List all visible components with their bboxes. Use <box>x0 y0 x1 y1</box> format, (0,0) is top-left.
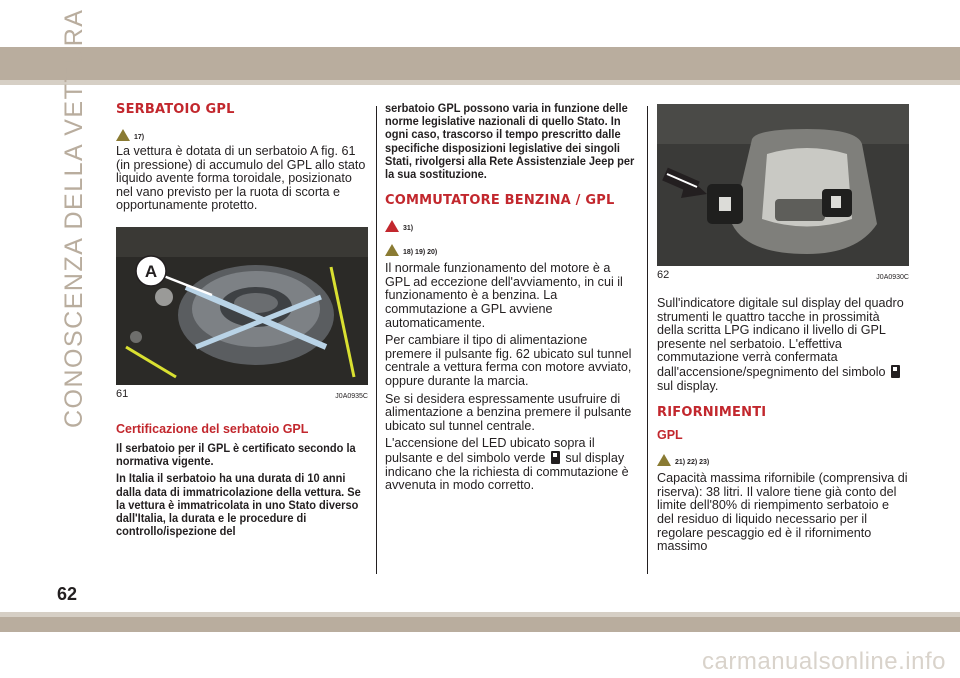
section-heading: COMMUTATORE BENZINA / GPL <box>385 193 615 209</box>
paragraph: Per cambiare il tipo di alimentazione premere il pulsante fig. 62 ubicato sul tunnel centrale a vettura ferma con motore avviato, oppure durante la marcia. <box>385 333 632 388</box>
top-band <box>0 0 960 48</box>
subheading: GPL <box>657 428 683 443</box>
paragraph: Il normale funzionamento del motore è a GPL ad eccezione dell'avviamento, in cui il funzionamento è a benzina. La commutazione a GPL avviene automaticamente. <box>385 261 623 330</box>
bold-paragraph: serbatoio GPL possono varia in funzione delle norme legislative nazionali di quello Stato. In ogni caso, trascorso il tempo prescritto dalle specifiche disposizioni legislative dei singoli Stati, rivolgersi alla Rete Assistenziale Jeep per la sua sostituzione. <box>385 101 635 182</box>
paragraph: La vettura è dotata di un serbatoio A fig. 61 (in pressione) di accumulo del GPL allo stato liquido avente forma toroidale, posizionato nel vano previsto per la ruota di scorta e opportunamente protetto. <box>116 144 366 213</box>
subheading: Certificazione del serbatoio GPL <box>116 421 309 436</box>
figure-caption <box>657 269 909 281</box>
warning-ref-text: 21) 22) 23) <box>675 459 710 467</box>
paragraph: Capacità massima rifornibile (comprensiva di riserva): 38 litri. Il valore tiene già conto del limite dell'80% di riempimento serbatoio e del residuo di liquido necessario per il regolare pescaggio ed è il rifornimento massimo <box>657 471 908 554</box>
warning-triangle-icon <box>385 220 399 232</box>
paragraph <box>657 297 909 393</box>
warning-reference <box>116 123 368 141</box>
warning-ref-text: 18) 19) 20) <box>403 249 438 257</box>
warning-ref-text: 17) <box>134 134 145 141</box>
figure-code: J0A0935C <box>335 392 368 400</box>
bold-paragraph: In Italia il serbatoio ha una durata di 10 anni dalla data di immatricolazione della vettura. Se la vettura è immatricolata in uno Stato diverso dall'Italia, la durata e le procedure di controllo/ispezione del <box>116 471 361 539</box>
lpg-pump-icon <box>891 365 900 378</box>
console-switch-photo <box>657 104 909 266</box>
bottom-band <box>0 617 960 632</box>
warning-reference <box>385 238 637 256</box>
paragraph-text: sul display. <box>657 378 719 393</box>
figure-image <box>657 104 909 266</box>
watermark: carmanualsonline.info <box>702 648 946 675</box>
column-divider <box>376 106 377 574</box>
paragraph <box>385 437 637 492</box>
figure-number: 62 <box>657 269 670 281</box>
warning-reference <box>657 448 909 466</box>
warning-triangle-icon <box>116 129 130 141</box>
figure-callout: A <box>144 261 158 281</box>
paragraph-text: sul display indicano che la richiesta di commutazione è avvenuta in modo corretto. <box>385 450 629 493</box>
figure-62 <box>657 104 909 281</box>
paragraph-text: Sull'indicatore digitale sul display del quadro strumenti le quattro tacche in prossimità della scritta LPG indicano il livello di GPL presente nel serbatoio. L'effettiva commutazione verrà confermata dall'accensione/spegnimento del simbolo <box>657 296 904 379</box>
figure-code: J0A0930C <box>876 274 909 281</box>
bold-paragraph: Il serbatoio per il GPL è certificato secondo la normativa vigente. <box>116 440 356 469</box>
top-band-bar <box>0 47 960 80</box>
column-2 <box>385 102 637 493</box>
warning-triangle-icon <box>657 454 671 466</box>
column-3 <box>657 102 909 554</box>
section-heading: SERBATOIO GPL <box>116 102 235 117</box>
column-divider <box>647 106 648 574</box>
figure-61 <box>116 227 368 400</box>
page-number: 62 <box>57 584 78 604</box>
paragraph-text: L'accensione del LED ubicato sopra il pulsante e del simbolo verde <box>385 436 595 465</box>
section-side-title: CONOSCENZA DELLA VETTURA <box>60 8 88 428</box>
warning-triangle-icon <box>385 244 399 256</box>
lpg-tank-photo <box>116 227 368 385</box>
top-band-accent <box>0 80 960 85</box>
warning-reference <box>385 214 637 232</box>
figure-number: 61 <box>116 387 129 400</box>
figure-image <box>116 227 368 385</box>
paragraph: Se si desidera espressamente usufruire di alimentazione a benzina premere il pulsante ubicato sul tunnel centrale. <box>385 391 632 433</box>
column-1 <box>116 102 368 538</box>
section-heading: RIFORNIMENTI <box>657 405 767 421</box>
warning-ref-text: 31) <box>403 225 414 233</box>
lpg-pump-icon <box>551 451 560 464</box>
figure-caption <box>116 388 368 400</box>
